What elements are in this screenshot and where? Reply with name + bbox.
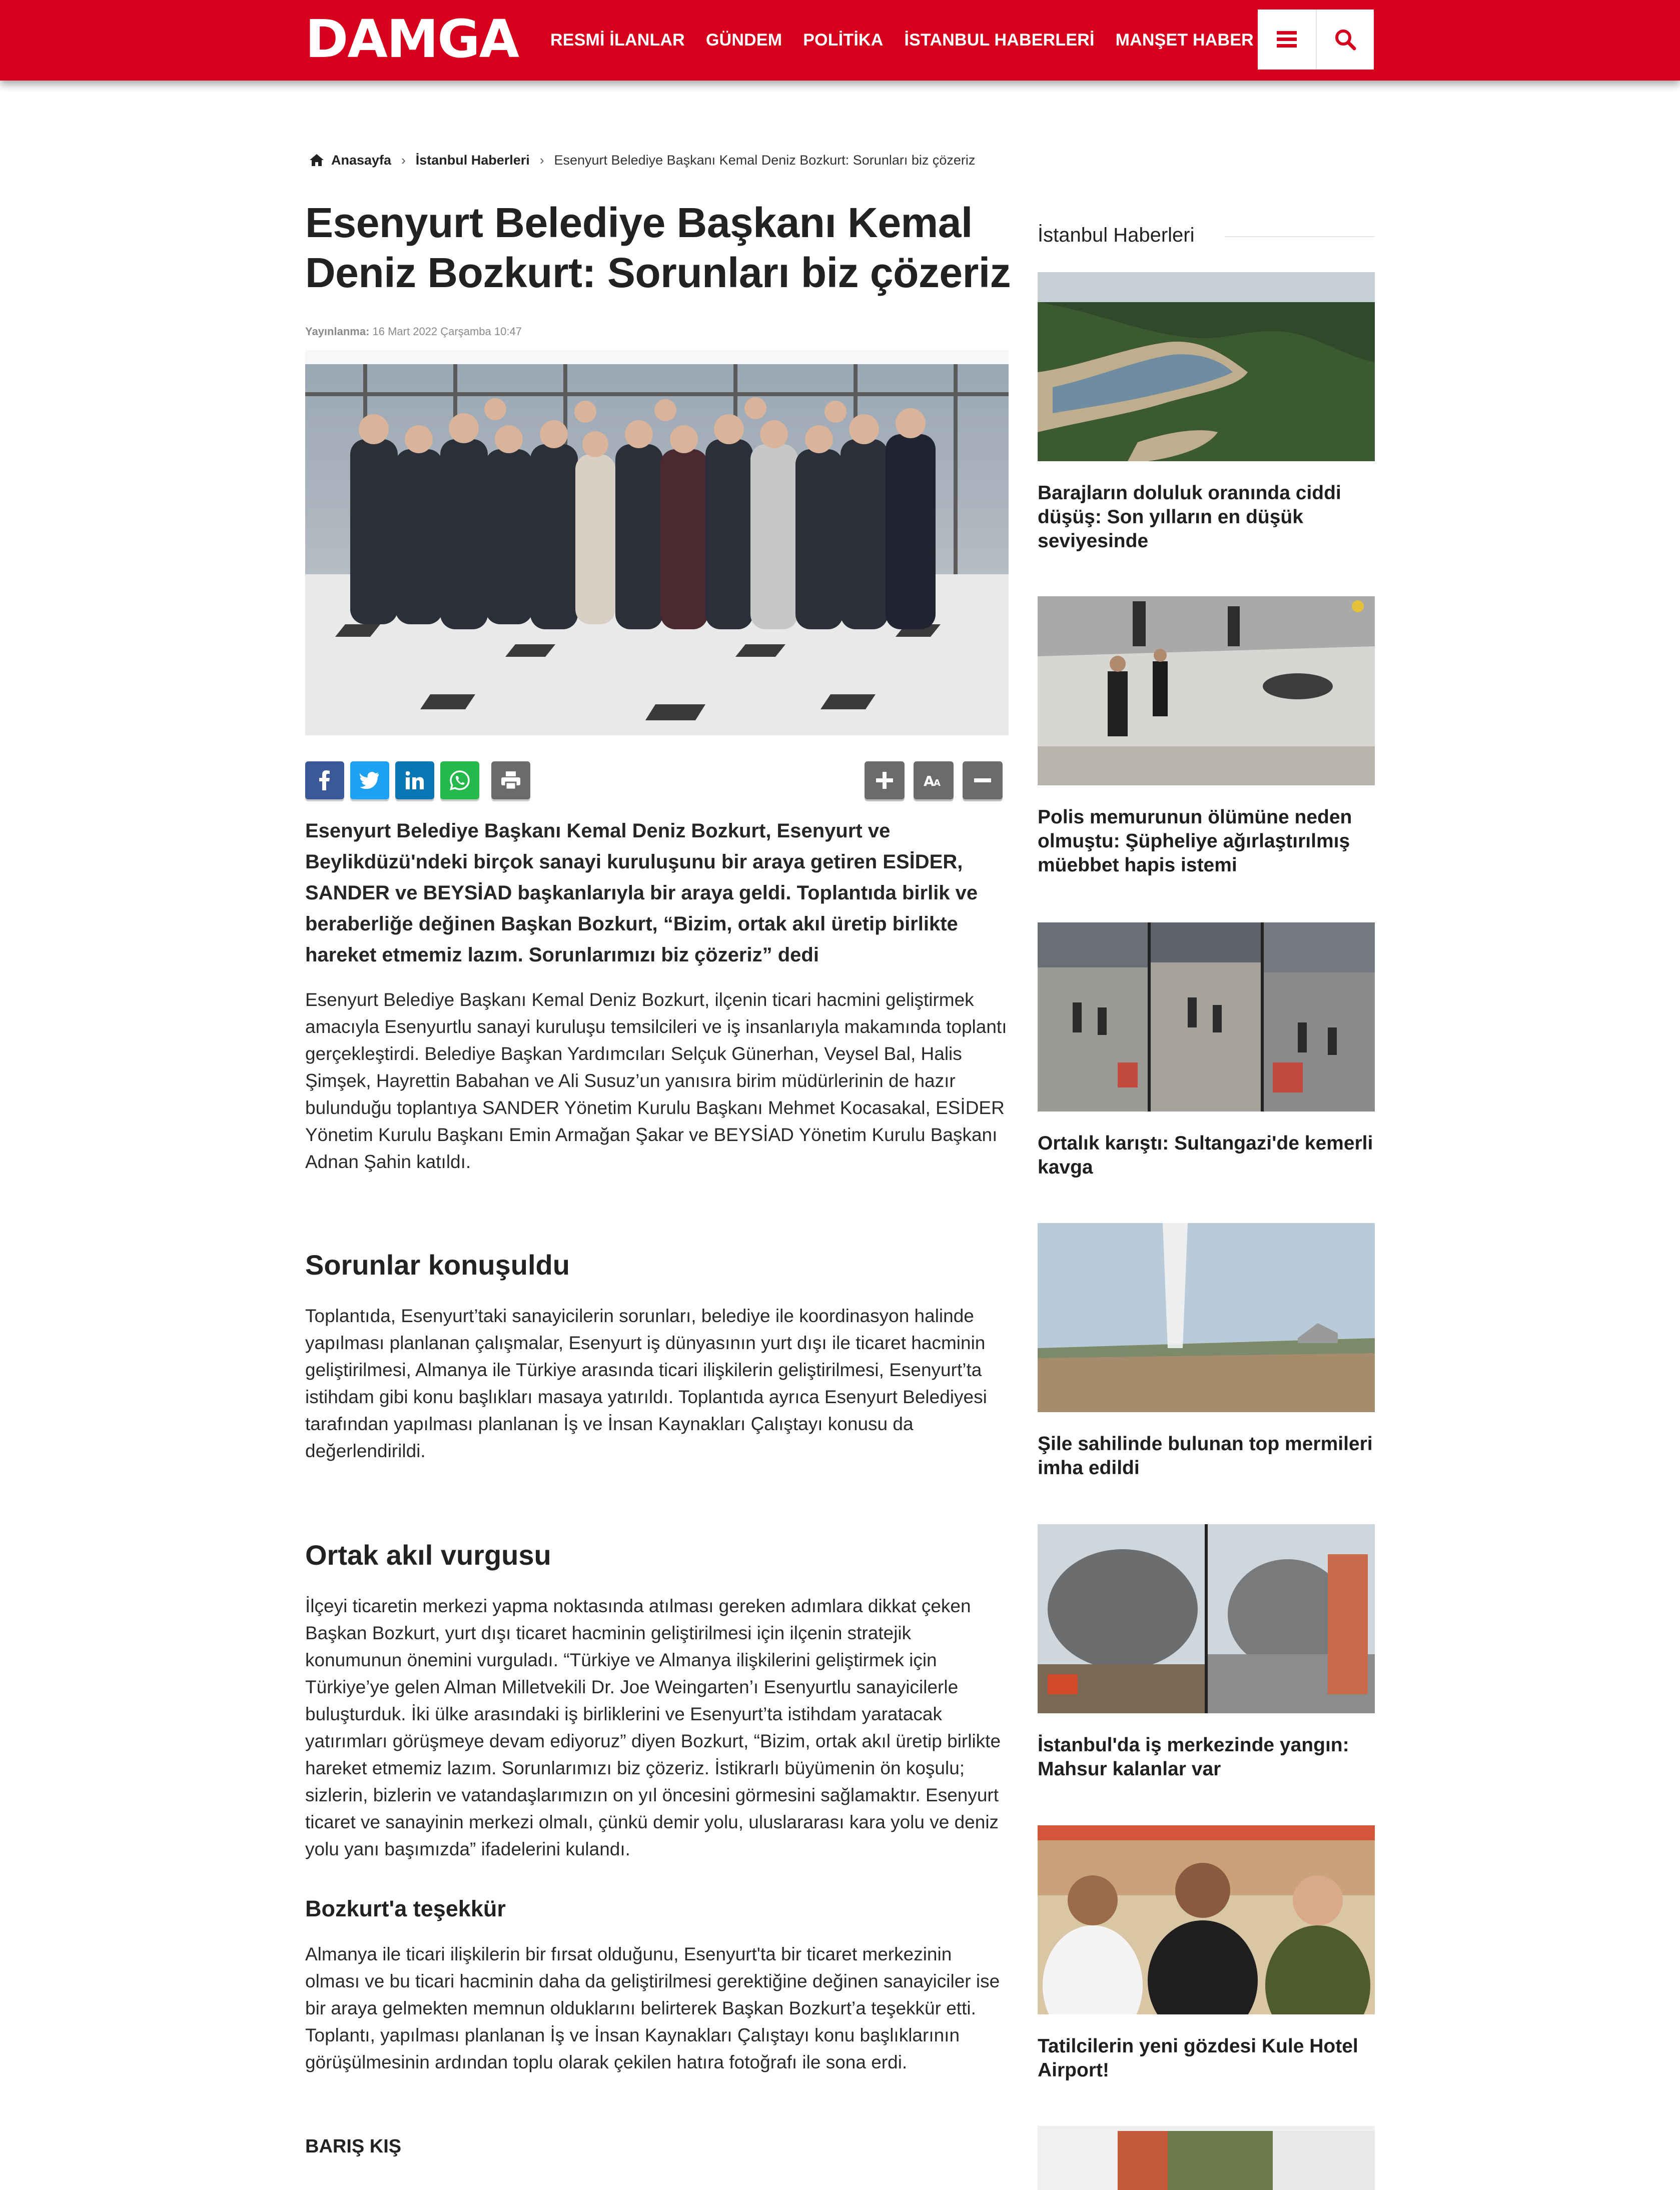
sidebar-news-card[interactable] xyxy=(1038,2126,1375,2190)
section-heading-ortak-akil: Ortak akıl vurgusu xyxy=(305,1539,551,1571)
plus-icon xyxy=(876,772,893,789)
article-paragraph-2: Toplantıda, Esenyurt’taki sanayicilerin sorunları, belediye ile koordinasyon halinde yapılması planlanan çalışmalar, Esenyurt iş dünyasının yurt dışı ile ticaret hacminin geliştirilmesi, Almanya ile Türkiye arasında ticari ilişkilerin geliştirilmesi, Esenyurt’ta istihdam gibi konu başlıkları masaya yatırıldı. Toplantıda ayrıca Esenyurt Belediyesi tarafından yapılması planlanan İş ve İnsan Kaynakları Çalıştayı konusu da değerlendirildi. xyxy=(305,1306,987,1461)
news-title[interactable]: Şile sahilinde bulunan top mermileri imha edildi xyxy=(1038,1433,1373,1479)
svg-text:A: A xyxy=(934,778,941,787)
nav-istanbul-haberleri[interactable]: İSTANBUL HABERLERİ xyxy=(904,31,1095,50)
svg-text:A: A xyxy=(924,774,935,787)
article-author: BARIŞ KIŞ xyxy=(305,2136,402,2157)
sidebar-title-divider xyxy=(1225,236,1375,237)
building-image xyxy=(1038,2126,1375,2190)
news-thumbnail[interactable] xyxy=(1038,1825,1375,2014)
news-title[interactable]: Tatilcilerin yeni gözdesi Kule Hotel Airport! xyxy=(1038,2035,1358,2081)
sidebar-news-card[interactable] xyxy=(1038,1524,1375,1781)
site-logo[interactable]: DAMGA xyxy=(305,9,519,70)
publish-date-value: 16 Mart 2022 Çarşamba 10:47 xyxy=(372,325,522,338)
news-title[interactable]: Ortalık karıştı: Sultangazi'de kemerli kavga xyxy=(1038,1133,1373,1178)
share-linkedin-button[interactable] xyxy=(395,761,434,799)
sidebar-news-card[interactable] xyxy=(1038,922,1375,1180)
article-lead: Esenyurt Belediye Başkanı Kemal Deniz Bozkurt, Esenyurt ve Beylikdüzü'ndeki birçok sanayi kuruluşunu bir araya getiren ESİDER, SANDER ve BEYSİAD başkanlarıyla bir araya geldi. Toplantıda birlik ve beraberliğe değinen Başkan Bozkurt, “Bizim, ortak akıl üretip birlikte hareket etmemiz lazım. Sorunlarımızı biz çözeriz” dedi xyxy=(305,820,978,966)
facebook-icon xyxy=(319,770,330,790)
print-icon xyxy=(501,771,520,789)
nav-politika[interactable]: POLİTİKA xyxy=(803,31,884,50)
article-title: Esenyurt Belediye Başkanı Kemal Deniz Bozkurt: Sorunları biz çözeriz xyxy=(305,199,1011,296)
breadcrumb-current: Esenyurt Belediye Başkanı Kemal Deniz Bozkurt: Sorunları biz çözeriz xyxy=(554,152,976,168)
minus-icon xyxy=(974,778,991,782)
group-photo-image xyxy=(305,364,1009,735)
breadcrumb-category[interactable]: İstanbul Haberleri xyxy=(415,152,530,168)
news-thumbnail[interactable] xyxy=(1038,1524,1375,1713)
share-facebook-button[interactable] xyxy=(305,761,344,799)
font-size-icon xyxy=(924,774,944,787)
breadcrumb-home[interactable] xyxy=(309,153,391,168)
building-fire-image xyxy=(1038,1524,1375,1713)
explosion-beach-image xyxy=(1038,1223,1375,1412)
print-button[interactable] xyxy=(491,761,530,799)
font-increase-button[interactable] xyxy=(865,761,905,799)
police-street-image xyxy=(1038,596,1375,785)
sidebar-news-card[interactable] xyxy=(1038,596,1375,877)
font-size-button[interactable] xyxy=(914,761,954,799)
news-thumbnail[interactable] xyxy=(1038,1223,1375,1412)
font-controls xyxy=(865,761,1003,799)
article-paragraph-1: Esenyurt Belediye Başkanı Kemal Deniz Bozkurt, ilçenin ticari hacmini geliştirmek amacıyla Esenyurtlu sanayi kuruluşu temsilcileri ve iş insanlarıyla makamında toplantı gerçekleştirdi. Belediye Başkan Yardımcıları Selçuk Günerhan, Veysel Bal, Halis Şimşek, Hayrettin Babahan ve Ali Susuz’un yanısıra birim müdürlerinin de hazır bulunduğu toplantıya SANDER Yönetim Kurulu Başkanı Mehmet Kocasakal, ESİDER Yönetim Kurulu Başkanı Emin Armağan Şakar ve BEYSİAD Yönetim Kurulu Başkanı Adnan Şahin katıldı. xyxy=(305,989,1007,1172)
section-heading-tesekkur: Bozkurt'a teşekkür xyxy=(305,1896,506,1921)
news-thumbnail[interactable] xyxy=(1038,596,1375,785)
nav-manset-haber[interactable]: MANŞET HABER xyxy=(1115,31,1254,50)
sidebar-title: İstanbul Haberleri xyxy=(1038,224,1195,246)
menu-icon xyxy=(1277,31,1297,48)
site-header xyxy=(0,0,1680,81)
article-paragraph-3: İlçeyi ticaretin merkezi yapma noktasında atılması gereken adımlara dikkat çeken Başkan Bozkurt, yurt dışı ticaret hacminin geliştirilmesi için ilçenin stratejik konumunun önemini vurguladı. “Türkiye ve Almanya ilişkilerini geliştirmek için Türkiye’ye gelen Alman Milletvekili Dr. Joe Weingarten’ı Esenyurtlu sanayicilerle buluşturduk. İki ülke arasındaki iş birliklerini ve Esenyurt’ta istihdam yaratacak yatırımları görüşmeye devam ediyoruz” diyen Bozkurt, “Bizim, ortak akıl üretip birlikte hareket etmemiz lazım. Sorunlarımızı biz çözeriz. İstikrarlı büyümenin ön koşulu; sizlerin, bizlerin ve vatandaşlarımızın on yıl öncesini görmesini sağlamaktır. Esenyurt ticaret ve sanayinin merkezi olmalı, çünkü demir yolu, uluslararası kara yolu ve deniz yolu yanı başımızda” ifadelerini kulandı. xyxy=(305,1596,1001,1859)
font-decrease-button[interactable] xyxy=(963,761,1003,799)
linkedin-icon xyxy=(406,771,424,789)
menu-button[interactable] xyxy=(1258,10,1316,70)
section-heading-sorunlar: Sorunlar konuşuldu xyxy=(305,1249,570,1281)
news-thumbnail[interactable] xyxy=(1038,2126,1375,2190)
article-paragraph-4: Almanya ile ticari ilişkilerin bir fırsat olduğunu, Esenyurt'ta bir ticaret merkezinin olması ve bu ticari hacminin daha da geliştirilmesi gerektiğine değinen sanayiciler ise bir araya gelmekten memnun olduklarını belirterek Başkan Bozkurt’a teşekkür etti. Toplantı, yapılması planlanan İş ve İnsan Kaynakları Çalıştayı konu başlıklarının görüşülmesinin ardından toplu olarak çekilen hatıra fotoğrafı ile sona erdi. xyxy=(305,1944,1000,2072)
share-twitter-button[interactable] xyxy=(350,761,389,799)
dam-aerial-image xyxy=(1038,272,1375,461)
sidebar-news-card[interactable] xyxy=(1038,272,1375,553)
share-bar xyxy=(305,761,530,799)
news-title[interactable]: İstanbul'da iş merkezinde yangın: Mahsur kalanlar var xyxy=(1038,1734,1349,1780)
article-photo xyxy=(305,350,1009,735)
breadcrumb xyxy=(309,150,975,170)
street-fight-image xyxy=(1038,922,1375,1112)
nav-gundem[interactable]: GÜNDEM xyxy=(705,31,782,50)
publish-date xyxy=(305,325,522,338)
main-nav xyxy=(550,0,1275,81)
news-title[interactable]: Barajların doluluk oranında ciddi düşüş: Son yılların en düşük seviyesinde xyxy=(1038,482,1341,552)
sidebar-news-card[interactable] xyxy=(1038,1223,1375,1480)
share-whatsapp-button[interactable] xyxy=(440,761,479,799)
twitter-icon xyxy=(360,772,380,789)
chevron-right-icon: › xyxy=(401,152,406,168)
search-button[interactable] xyxy=(1316,10,1374,70)
breadcrumb-home-label: Anasayfa xyxy=(331,152,392,168)
home-icon xyxy=(309,154,324,167)
publish-date-label: Yayınlanma: xyxy=(305,325,370,338)
hotel-people-image xyxy=(1038,1825,1375,2014)
nav-resmi-ilanlar[interactable]: RESMİ İLANLAR xyxy=(550,31,685,50)
whatsapp-icon xyxy=(450,770,470,790)
news-thumbnail[interactable] xyxy=(1038,922,1375,1112)
chevron-right-icon: › xyxy=(539,152,544,168)
news-thumbnail[interactable] xyxy=(1038,272,1375,461)
sidebar-news-card[interactable] xyxy=(1038,1825,1375,2082)
search-icon xyxy=(1334,29,1356,51)
news-title[interactable]: Polis memurunun ölümüne neden olmuştu: Şüpheliye ağırlaştırılmış müebbet hapis istemi xyxy=(1038,806,1352,876)
